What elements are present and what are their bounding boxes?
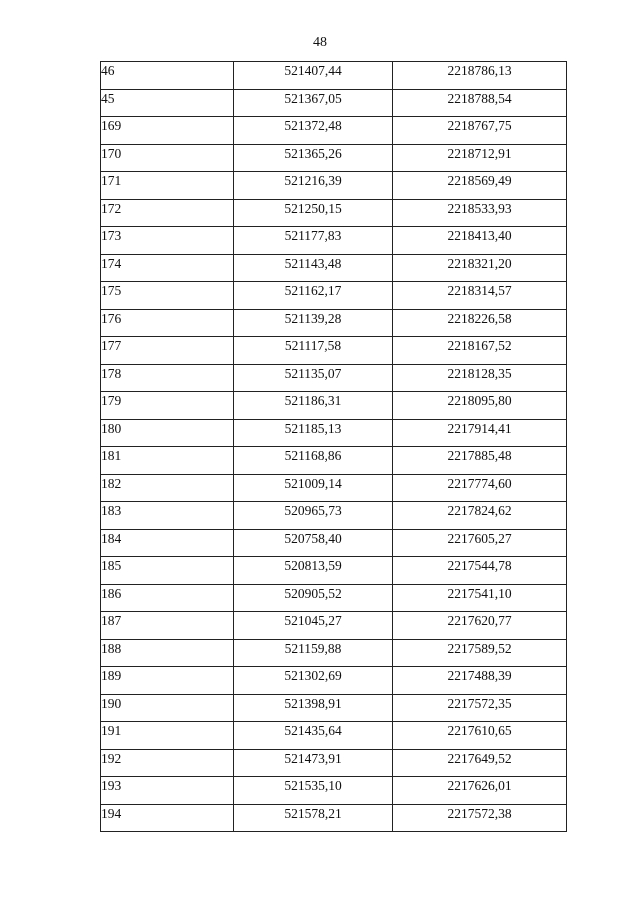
x-coordinate-cell: 520758,40: [234, 529, 393, 557]
point-number-cell: 189: [101, 667, 234, 695]
y-coordinate-cell: 2217914,41: [393, 419, 567, 447]
y-coordinate-cell: 2217572,35: [393, 694, 567, 722]
point-number-cell: 184: [101, 529, 234, 557]
x-coordinate-cell: 521435,64: [234, 722, 393, 750]
table-row: [101, 172, 567, 200]
table-row: [101, 337, 567, 365]
y-coordinate-cell: 2217605,27: [393, 529, 567, 557]
point-number-cell: 191: [101, 722, 234, 750]
y-coordinate-cell: 2217589,52: [393, 639, 567, 667]
point-number-cell: 177: [101, 337, 234, 365]
x-coordinate-cell: 521045,27: [234, 612, 393, 640]
x-coordinate-cell: 521407,44: [234, 62, 393, 90]
point-number-cell: 188: [101, 639, 234, 667]
x-coordinate-cell: 521367,05: [234, 89, 393, 117]
y-coordinate-cell: 2217824,62: [393, 502, 567, 530]
table-row: [101, 639, 567, 667]
x-coordinate-cell: 521578,21: [234, 804, 393, 832]
table-row: [101, 89, 567, 117]
table-row: [101, 529, 567, 557]
y-coordinate-cell: 2218533,93: [393, 199, 567, 227]
table-row: [101, 117, 567, 145]
y-coordinate-cell: 2217610,65: [393, 722, 567, 750]
table-row: [101, 419, 567, 447]
y-coordinate-cell: 2218167,52: [393, 337, 567, 365]
point-number-cell: 193: [101, 777, 234, 805]
y-coordinate-cell: 2218786,13: [393, 62, 567, 90]
y-coordinate-cell: 2218321,20: [393, 254, 567, 282]
table-row: [101, 227, 567, 255]
y-coordinate-cell: 2217885,48: [393, 447, 567, 475]
x-coordinate-cell: 521162,17: [234, 282, 393, 310]
table-row: [101, 392, 567, 420]
table-row: [101, 584, 567, 612]
y-coordinate-cell: 2217649,52: [393, 749, 567, 777]
y-coordinate-cell: 2217774,60: [393, 474, 567, 502]
point-number-cell: 172: [101, 199, 234, 227]
x-coordinate-cell: 521186,31: [234, 392, 393, 420]
x-coordinate-cell: 520813,59: [234, 557, 393, 585]
point-number-cell: 187: [101, 612, 234, 640]
point-number-cell: 175: [101, 282, 234, 310]
table-row: [101, 199, 567, 227]
table-row: [101, 694, 567, 722]
y-coordinate-cell: 2218226,58: [393, 309, 567, 337]
x-coordinate-cell: 521139,28: [234, 309, 393, 337]
x-coordinate-cell: 521473,91: [234, 749, 393, 777]
point-number-cell: 170: [101, 144, 234, 172]
x-coordinate-cell: 521135,07: [234, 364, 393, 392]
x-coordinate-cell: 520905,52: [234, 584, 393, 612]
coordinates-table: [100, 61, 567, 832]
y-coordinate-cell: 2217544,78: [393, 557, 567, 585]
point-number-cell: 171: [101, 172, 234, 200]
y-coordinate-cell: 2218712,91: [393, 144, 567, 172]
x-coordinate-cell: 521365,26: [234, 144, 393, 172]
point-number-cell: 45: [101, 89, 234, 117]
point-number-cell: 179: [101, 392, 234, 420]
table-row: [101, 722, 567, 750]
x-coordinate-cell: 521168,86: [234, 447, 393, 475]
table-row: [101, 804, 567, 832]
table-row: [101, 474, 567, 502]
table-row: [101, 557, 567, 585]
point-number-cell: 190: [101, 694, 234, 722]
table-row: [101, 254, 567, 282]
point-number-cell: 192: [101, 749, 234, 777]
y-coordinate-cell: 2217541,10: [393, 584, 567, 612]
point-number-cell: 181: [101, 447, 234, 475]
y-coordinate-cell: 2218767,75: [393, 117, 567, 145]
point-number-cell: 173: [101, 227, 234, 255]
table-row: [101, 612, 567, 640]
table-row: [101, 667, 567, 695]
point-number-cell: 46: [101, 62, 234, 90]
y-coordinate-cell: 2217488,39: [393, 667, 567, 695]
point-number-cell: 174: [101, 254, 234, 282]
y-coordinate-cell: 2218788,54: [393, 89, 567, 117]
x-coordinate-cell: 521177,83: [234, 227, 393, 255]
table-row: [101, 144, 567, 172]
x-coordinate-cell: 521216,39: [234, 172, 393, 200]
y-coordinate-cell: 2217626,01: [393, 777, 567, 805]
point-number-cell: 194: [101, 804, 234, 832]
x-coordinate-cell: 521302,69: [234, 667, 393, 695]
page-number: 48: [313, 35, 327, 50]
x-coordinate-cell: 521185,13: [234, 419, 393, 447]
table-row: [101, 447, 567, 475]
table-row: [101, 777, 567, 805]
y-coordinate-cell: 2218314,57: [393, 282, 567, 310]
point-number-cell: 185: [101, 557, 234, 585]
point-number-cell: 186: [101, 584, 234, 612]
x-coordinate-cell: 521009,14: [234, 474, 393, 502]
table-row: [101, 282, 567, 310]
y-coordinate-cell: 2218413,40: [393, 227, 567, 255]
y-coordinate-cell: 2218128,35: [393, 364, 567, 392]
y-coordinate-cell: 2218095,80: [393, 392, 567, 420]
point-number-cell: 169: [101, 117, 234, 145]
x-coordinate-cell: 521398,91: [234, 694, 393, 722]
point-number-cell: 180: [101, 419, 234, 447]
y-coordinate-cell: 2217620,77: [393, 612, 567, 640]
table-row: [101, 502, 567, 530]
x-coordinate-cell: 521250,15: [234, 199, 393, 227]
x-coordinate-cell: 521143,48: [234, 254, 393, 282]
point-number-cell: 176: [101, 309, 234, 337]
table-row: [101, 62, 567, 90]
table-row: [101, 309, 567, 337]
x-coordinate-cell: 521372,48: [234, 117, 393, 145]
x-coordinate-cell: 520965,73: [234, 502, 393, 530]
point-number-cell: 183: [101, 502, 234, 530]
x-coordinate-cell: 521117,58: [234, 337, 393, 365]
y-coordinate-cell: 2217572,38: [393, 804, 567, 832]
point-number-cell: 178: [101, 364, 234, 392]
point-number-cell: 182: [101, 474, 234, 502]
x-coordinate-cell: 521535,10: [234, 777, 393, 805]
coordinates-table-body: [101, 62, 567, 832]
table-row: [101, 364, 567, 392]
table-row: [101, 749, 567, 777]
x-coordinate-cell: 521159,88: [234, 639, 393, 667]
y-coordinate-cell: 2218569,49: [393, 172, 567, 200]
